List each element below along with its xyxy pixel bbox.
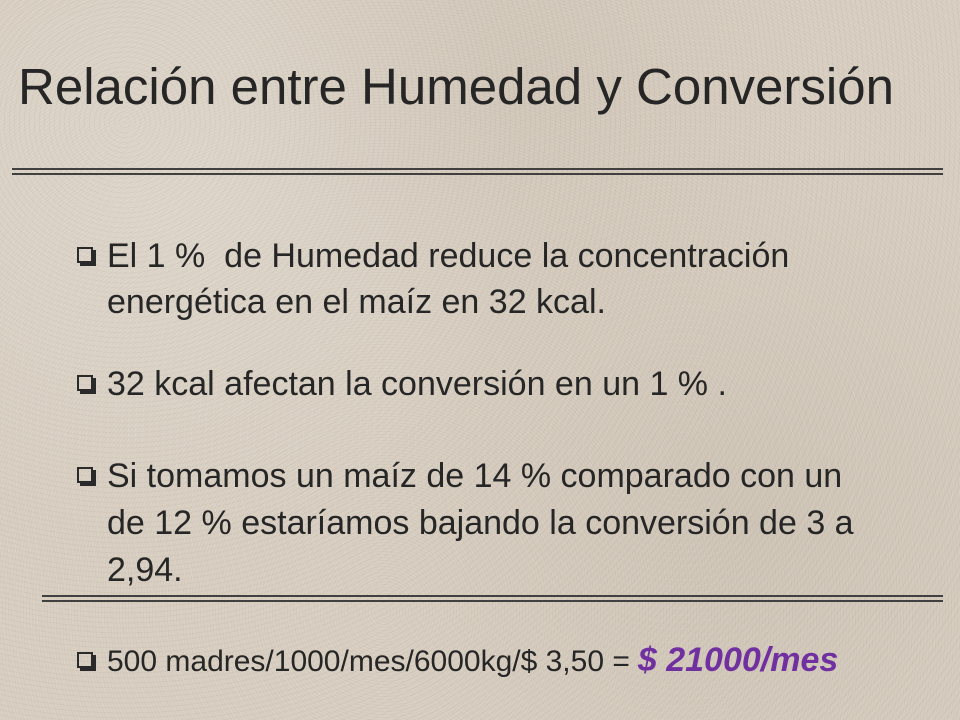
slide-title: Relación entre Humedad y Conversión (18, 58, 894, 115)
summary-result: $ 21000/mes (637, 641, 839, 679)
square-outline-bullet-icon (77, 652, 93, 668)
square-outline-bullet-icon (77, 247, 93, 263)
bullet-text-line: Si tomamos un maíz de 14 % comparado con un (107, 457, 843, 495)
bullet-item-comparison (0, 453, 960, 594)
bullet-item-kcal (0, 361, 960, 407)
bullet-item-summary (0, 637, 960, 683)
bullet-text-line: 2,94. (107, 551, 183, 589)
bullet-text-line: energética en el maíz en 32 kcal. (107, 283, 606, 321)
double-divider-top (12, 168, 943, 175)
bullet-text-line: El 1 % de Humedad reduce la concentración (107, 237, 790, 275)
bullet-text-line: de 12 % estaríamos bajando la conversión de 3 a (107, 504, 854, 542)
bullet-item-humidity (0, 233, 960, 325)
bullet-text-line: 32 kcal afectan la conversión en un 1 % . (107, 365, 727, 403)
summary-formula: 500 madres/1000/mes/6000kg/$ 3,50 = (107, 645, 630, 678)
double-divider-bottom (42, 595, 943, 602)
summary-line (107, 637, 960, 683)
square-outline-bullet-icon (77, 467, 93, 483)
square-outline-bullet-icon (77, 375, 93, 391)
